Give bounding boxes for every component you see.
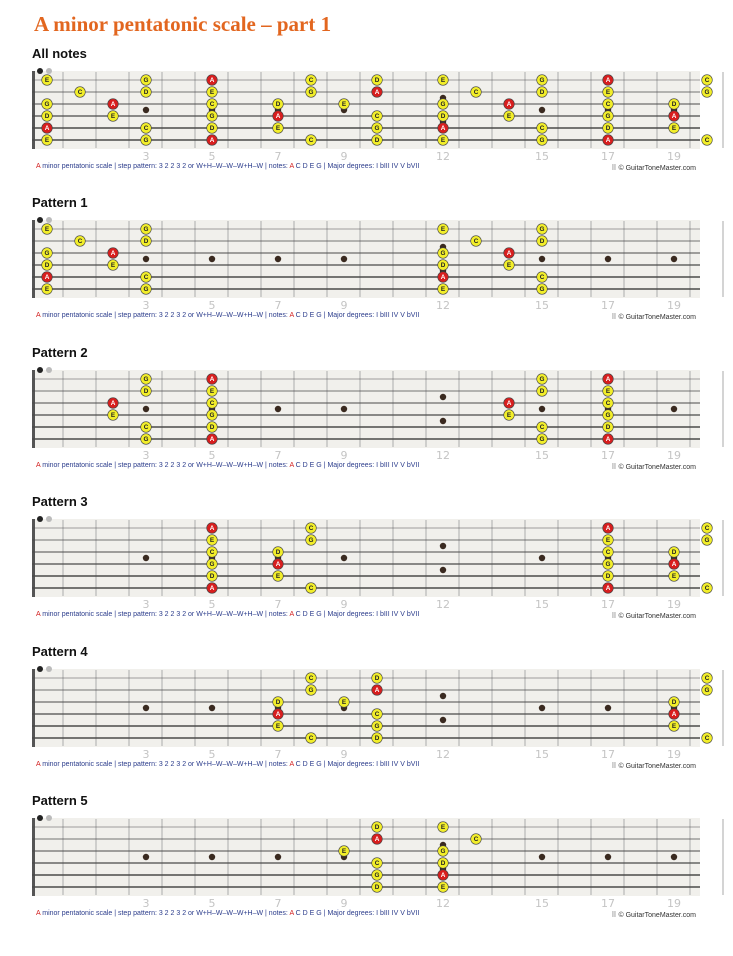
- note-label: G: [440, 847, 446, 855]
- note-label: D: [44, 112, 50, 120]
- note-label: C: [704, 674, 710, 682]
- note-label: E: [275, 124, 281, 132]
- fretboard-background: [32, 220, 700, 298]
- note-label: E: [209, 536, 215, 544]
- fret-inlay: [143, 555, 149, 561]
- fret-inlay: [143, 256, 149, 262]
- fret-number: 5: [208, 299, 216, 312]
- fret-inlay: [440, 394, 446, 400]
- note-label: E: [110, 411, 116, 419]
- fret-inlay: [539, 107, 545, 113]
- note-label: C: [704, 76, 710, 84]
- note-label: D: [671, 698, 677, 706]
- fret-inlay: [440, 717, 446, 723]
- note-label: G: [44, 100, 50, 108]
- note-label: A: [110, 249, 116, 257]
- credit: ⠿ © GuitarToneMaster.com: [611, 763, 696, 770]
- note-label: G: [308, 536, 314, 544]
- note-label: C: [605, 548, 611, 556]
- nut: [32, 370, 35, 448]
- nut-peg: [37, 367, 43, 373]
- note-label: G: [308, 88, 314, 96]
- fretboard-background: [32, 519, 700, 597]
- fret-number: 5: [208, 897, 216, 910]
- fret-inlay: [143, 854, 149, 860]
- fret-inlay: [341, 555, 347, 561]
- fret-inlay: [539, 854, 545, 860]
- note-label: C: [143, 124, 149, 132]
- fret-inlay: [341, 256, 347, 262]
- fret-number: 12: [436, 449, 450, 462]
- fret-inlay: [671, 406, 677, 412]
- note-label: G: [440, 100, 446, 108]
- note-label: A: [209, 136, 215, 144]
- nut: [32, 220, 35, 298]
- fret-number: 3: [142, 299, 150, 312]
- fret-inlay: [143, 107, 149, 113]
- note-label: D: [275, 100, 281, 108]
- fret-inlay: [275, 854, 281, 860]
- fretboard-diagram: [32, 365, 700, 460]
- note-label: G: [539, 375, 545, 383]
- note-label: C: [143, 273, 149, 281]
- credit: ⠿ © GuitarToneMaster.com: [611, 912, 696, 919]
- note-label: A: [374, 686, 380, 694]
- grid-dots-icon: ⠿: [611, 314, 617, 321]
- note-label: G: [704, 686, 710, 694]
- fret-number: 15: [535, 150, 549, 163]
- note-label: A: [671, 112, 677, 120]
- fret-number: 17: [601, 150, 615, 163]
- note-label: G: [209, 560, 215, 568]
- note-label: E: [110, 261, 116, 269]
- nut-peg: [37, 68, 43, 74]
- note-label: G: [143, 285, 149, 293]
- fret-number: 5: [208, 150, 216, 163]
- note-label: C: [605, 399, 611, 407]
- scale-caption: A minor pentatonic scale | step pattern: 3 2 2 3 2 or W+H–W–W–W+H–W | notes: A C D E G | Major degrees: I bIII IV V bVII: [36, 163, 420, 170]
- note-label: A: [275, 710, 281, 718]
- note-label: C: [473, 88, 479, 96]
- note-label: E: [110, 112, 116, 120]
- nut-peg: [46, 367, 52, 373]
- fret-number: 12: [436, 598, 450, 611]
- note-label: D: [440, 112, 446, 120]
- note-label: G: [209, 411, 215, 419]
- diagram-heading-pattern-5: Pattern 5: [32, 793, 88, 808]
- credit: ⠿ © GuitarToneMaster.com: [611, 314, 696, 321]
- fret-inlay: [539, 256, 545, 262]
- note-label: E: [44, 136, 50, 144]
- note-label: A: [374, 88, 380, 96]
- note-label: C: [77, 88, 83, 96]
- note-label: C: [704, 734, 710, 742]
- fret-number: 15: [535, 897, 549, 910]
- note-label: D: [143, 88, 149, 96]
- credit: ⠿ © GuitarToneMaster.com: [611, 165, 696, 172]
- note-label: G: [374, 124, 380, 132]
- note-label: A: [605, 435, 611, 443]
- fret-number: 7: [274, 897, 282, 910]
- note-label: C: [473, 835, 479, 843]
- note-label: A: [275, 560, 281, 568]
- note-label: A: [671, 560, 677, 568]
- note-label: G: [539, 136, 545, 144]
- fret-inlay: [275, 406, 281, 412]
- fret-inlay: [440, 418, 446, 424]
- nut-peg: [46, 815, 52, 821]
- note-label: D: [143, 237, 149, 245]
- note-label: C: [209, 100, 215, 108]
- grid-dots-icon: ⠿: [611, 464, 617, 471]
- fret-number: 9: [340, 598, 348, 611]
- note-label: C: [143, 423, 149, 431]
- fret-number: 9: [340, 449, 348, 462]
- note-label: G: [704, 88, 710, 96]
- note-label: A: [605, 524, 611, 532]
- note-label: A: [44, 124, 50, 132]
- fret-inlay: [539, 406, 545, 412]
- note-label: C: [308, 584, 314, 592]
- note-label: A: [440, 124, 446, 132]
- note-label: A: [506, 249, 512, 257]
- note-label: G: [374, 871, 380, 879]
- fret-number: 19: [667, 150, 681, 163]
- note-label: E: [605, 88, 611, 96]
- note-label: D: [539, 237, 545, 245]
- fret-number: 9: [340, 299, 348, 312]
- note-label: C: [374, 112, 380, 120]
- fretboard-diagram: [32, 215, 700, 310]
- note-label: G: [143, 136, 149, 144]
- nut: [32, 71, 35, 149]
- scale-caption: A minor pentatonic scale | step pattern: 3 2 2 3 2 or W+H–W–W–W+H–W | notes: A C D E G | Major degrees: I bIII IV V bVII: [36, 761, 420, 768]
- note-label: D: [44, 261, 50, 269]
- note-label: G: [374, 722, 380, 730]
- note-label: A: [605, 375, 611, 383]
- fretboard-diagram: [32, 66, 710, 163]
- note-label: D: [209, 572, 215, 580]
- fret-inlay: [143, 406, 149, 412]
- nut: [32, 669, 35, 747]
- note-label: E: [506, 261, 512, 269]
- fret-number: 5: [208, 449, 216, 462]
- note-label: G: [539, 76, 545, 84]
- fretboard-background: [32, 71, 700, 149]
- note-label: A: [506, 399, 512, 407]
- fretboard-pattern-5: [32, 813, 700, 928]
- note-label: D: [440, 859, 446, 867]
- note-label: A: [209, 435, 215, 443]
- note-label: G: [605, 560, 611, 568]
- note-label: C: [209, 399, 215, 407]
- fret-inlay: [605, 705, 611, 711]
- note-label: D: [671, 548, 677, 556]
- note-label: D: [275, 548, 281, 556]
- scale-caption: A minor pentatonic scale | step pattern: 3 2 2 3 2 or W+H–W–W–W+H–W | notes: A C D E G | Major degrees: I bIII IV V bVII: [36, 462, 420, 469]
- note-label: E: [341, 698, 347, 706]
- fret-number: 3: [142, 598, 150, 611]
- note-label: C: [374, 859, 380, 867]
- grid-dots-icon: ⠿: [611, 763, 617, 770]
- fret-inlay: [143, 705, 149, 711]
- note-label: D: [143, 387, 149, 395]
- fretboard-background: [32, 818, 700, 896]
- credit: ⠿ © GuitarToneMaster.com: [611, 613, 696, 620]
- fretboard-diagram: [32, 514, 710, 611]
- diagram-heading-all-notes: All notes: [32, 46, 87, 61]
- scale-caption: A minor pentatonic scale | step pattern: 3 2 2 3 2 or W+H–W–W–W+H–W | notes: A C D E G | Major degrees: I bIII IV V bVII: [36, 611, 420, 618]
- fretboard-background: [32, 370, 700, 448]
- fret-inlay: [275, 256, 281, 262]
- diagram-heading-pattern-4: Pattern 4: [32, 644, 88, 659]
- nut-peg: [46, 68, 52, 74]
- fret-number: 15: [535, 598, 549, 611]
- note-label: C: [209, 548, 215, 556]
- fret-number: 7: [274, 449, 282, 462]
- note-label: D: [374, 76, 380, 84]
- note-label: A: [209, 524, 215, 532]
- fret-number: 19: [667, 748, 681, 761]
- fret-number: 7: [274, 299, 282, 312]
- note-label: A: [605, 136, 611, 144]
- credit: ⠿ © GuitarToneMaster.com: [611, 464, 696, 471]
- note-label: G: [539, 435, 545, 443]
- note-label: C: [704, 584, 710, 592]
- note-label: G: [539, 285, 545, 293]
- fret-inlay: [440, 693, 446, 699]
- note-label: A: [671, 710, 677, 718]
- note-label: A: [44, 273, 50, 281]
- nut-peg: [37, 217, 43, 223]
- grid-dots-icon: ⠿: [611, 165, 617, 172]
- note-label: E: [506, 411, 512, 419]
- note-label: A: [506, 100, 512, 108]
- fret-number: 7: [274, 598, 282, 611]
- grid-dots-icon: ⠿: [611, 912, 617, 919]
- fret-inlay: [605, 854, 611, 860]
- note-label: E: [671, 124, 677, 132]
- note-label: A: [605, 584, 611, 592]
- fret-number: 15: [535, 299, 549, 312]
- note-label: C: [308, 136, 314, 144]
- fret-inlay: [440, 567, 446, 573]
- diagram-heading-pattern-2: Pattern 2: [32, 345, 88, 360]
- fret-number: 17: [601, 748, 615, 761]
- note-label: D: [671, 100, 677, 108]
- note-label: D: [539, 387, 545, 395]
- note-label: E: [440, 883, 446, 891]
- note-label: E: [341, 100, 347, 108]
- fret-number: 15: [535, 748, 549, 761]
- note-label: E: [341, 847, 347, 855]
- fretboard-background: [32, 669, 700, 747]
- note-label: C: [308, 734, 314, 742]
- fretboard-diagram: [32, 813, 700, 908]
- nut-peg: [37, 516, 43, 522]
- note-label: G: [308, 686, 314, 694]
- fret-number: 3: [142, 150, 150, 163]
- fret-number: 17: [601, 299, 615, 312]
- note-label: D: [374, 734, 380, 742]
- scale-caption: A minor pentatonic scale | step pattern: 3 2 2 3 2 or W+H–W–W–W+H–W | notes: A C D E G | Major degrees: I bIII IV V bVII: [36, 910, 420, 917]
- diagram-heading-pattern-3: Pattern 3: [32, 494, 88, 509]
- note-label: D: [209, 423, 215, 431]
- note-label: E: [209, 387, 215, 395]
- note-label: E: [275, 572, 281, 580]
- note-label: G: [605, 411, 611, 419]
- note-label: A: [374, 835, 380, 843]
- nut-peg: [37, 666, 43, 672]
- note-label: G: [143, 225, 149, 233]
- note-label: D: [605, 423, 611, 431]
- note-label: A: [605, 76, 611, 84]
- fret-number: 3: [142, 748, 150, 761]
- note-label: C: [308, 76, 314, 84]
- note-label: C: [539, 124, 545, 132]
- fret-number: 9: [340, 748, 348, 761]
- note-label: E: [44, 76, 50, 84]
- note-label: D: [605, 572, 611, 580]
- page-title: A minor pentatonic scale – part 1: [34, 12, 332, 36]
- fret-inlay: [671, 256, 677, 262]
- fret-number: 9: [340, 150, 348, 163]
- note-label: G: [143, 435, 149, 443]
- note-label: E: [440, 285, 446, 293]
- note-label: C: [704, 136, 710, 144]
- note-label: G: [704, 536, 710, 544]
- note-label: A: [440, 871, 446, 879]
- note-label: D: [374, 136, 380, 144]
- fret-number: 7: [274, 748, 282, 761]
- fret-number: 9: [340, 897, 348, 910]
- note-label: E: [671, 572, 677, 580]
- fret-number: 15: [535, 449, 549, 462]
- fret-number: 17: [601, 449, 615, 462]
- fretboard-pattern-4: [32, 664, 710, 779]
- fret-number: 12: [436, 897, 450, 910]
- note-label: E: [440, 136, 446, 144]
- fret-inlay: [605, 256, 611, 262]
- fret-inlay: [539, 555, 545, 561]
- fret-number: 12: [436, 150, 450, 163]
- note-label: G: [605, 112, 611, 120]
- fret-number: 3: [142, 897, 150, 910]
- note-label: E: [605, 536, 611, 544]
- fretboard-pattern-2: [32, 365, 700, 480]
- fretboard-all-notes: [32, 66, 710, 181]
- note-label: G: [44, 249, 50, 257]
- note-label: A: [209, 76, 215, 84]
- note-label: E: [605, 387, 611, 395]
- fret-number: 17: [601, 897, 615, 910]
- note-label: D: [374, 823, 380, 831]
- nut-peg: [46, 516, 52, 522]
- note-label: C: [77, 237, 83, 245]
- note-label: G: [440, 249, 446, 257]
- fretboard-diagram: [32, 664, 710, 761]
- fret-inlay: [341, 406, 347, 412]
- note-label: E: [209, 88, 215, 96]
- note-label: G: [209, 112, 215, 120]
- fret-number: 5: [208, 748, 216, 761]
- note-label: G: [143, 375, 149, 383]
- note-label: E: [506, 112, 512, 120]
- note-label: A: [110, 100, 116, 108]
- fretboard-pattern-1: [32, 215, 700, 330]
- nut: [32, 818, 35, 896]
- nut: [32, 519, 35, 597]
- fret-number: 19: [667, 897, 681, 910]
- note-label: E: [440, 823, 446, 831]
- fret-inlay: [440, 543, 446, 549]
- nut-peg: [46, 217, 52, 223]
- note-label: C: [704, 524, 710, 532]
- note-label: D: [275, 698, 281, 706]
- fret-number: 19: [667, 598, 681, 611]
- note-label: A: [209, 375, 215, 383]
- note-label: E: [671, 722, 677, 730]
- note-label: C: [539, 273, 545, 281]
- fretboard-pattern-3: [32, 514, 710, 629]
- note-label: C: [605, 100, 611, 108]
- fret-number: 5: [208, 598, 216, 611]
- note-label: C: [374, 710, 380, 718]
- fret-number: 19: [667, 299, 681, 312]
- diagram-heading-pattern-1: Pattern 1: [32, 195, 88, 210]
- grid-dots-icon: ⠿: [611, 613, 617, 620]
- note-label: D: [605, 124, 611, 132]
- note-label: A: [209, 584, 215, 592]
- note-label: G: [143, 76, 149, 84]
- note-label: C: [308, 674, 314, 682]
- note-label: G: [539, 225, 545, 233]
- fret-inlay: [209, 854, 215, 860]
- note-label: A: [110, 399, 116, 407]
- note-label: E: [44, 225, 50, 233]
- fret-inlay: [671, 854, 677, 860]
- note-label: D: [374, 674, 380, 682]
- fret-number: 3: [142, 449, 150, 462]
- note-label: E: [440, 225, 446, 233]
- fret-inlay: [209, 705, 215, 711]
- note-label: C: [473, 237, 479, 245]
- note-label: A: [275, 112, 281, 120]
- fret-number: 7: [274, 150, 282, 163]
- note-label: C: [539, 423, 545, 431]
- nut-peg: [46, 666, 52, 672]
- fret-inlay: [209, 256, 215, 262]
- fret-number: 19: [667, 449, 681, 462]
- fret-number: 12: [436, 748, 450, 761]
- note-label: A: [440, 273, 446, 281]
- note-label: D: [539, 88, 545, 96]
- note-label: E: [275, 722, 281, 730]
- note-label: E: [44, 285, 50, 293]
- nut-peg: [37, 815, 43, 821]
- fret-number: 17: [601, 598, 615, 611]
- fret-inlay: [539, 705, 545, 711]
- note-label: D: [440, 261, 446, 269]
- note-label: D: [209, 124, 215, 132]
- note-label: C: [308, 524, 314, 532]
- scale-caption: A minor pentatonic scale | step pattern: 3 2 2 3 2 or W+H–W–W–W+H–W | notes: A C D E G | Major degrees: I bIII IV V bVII: [36, 312, 420, 319]
- note-label: E: [440, 76, 446, 84]
- note-label: D: [374, 883, 380, 891]
- fret-number: 12: [436, 299, 450, 312]
